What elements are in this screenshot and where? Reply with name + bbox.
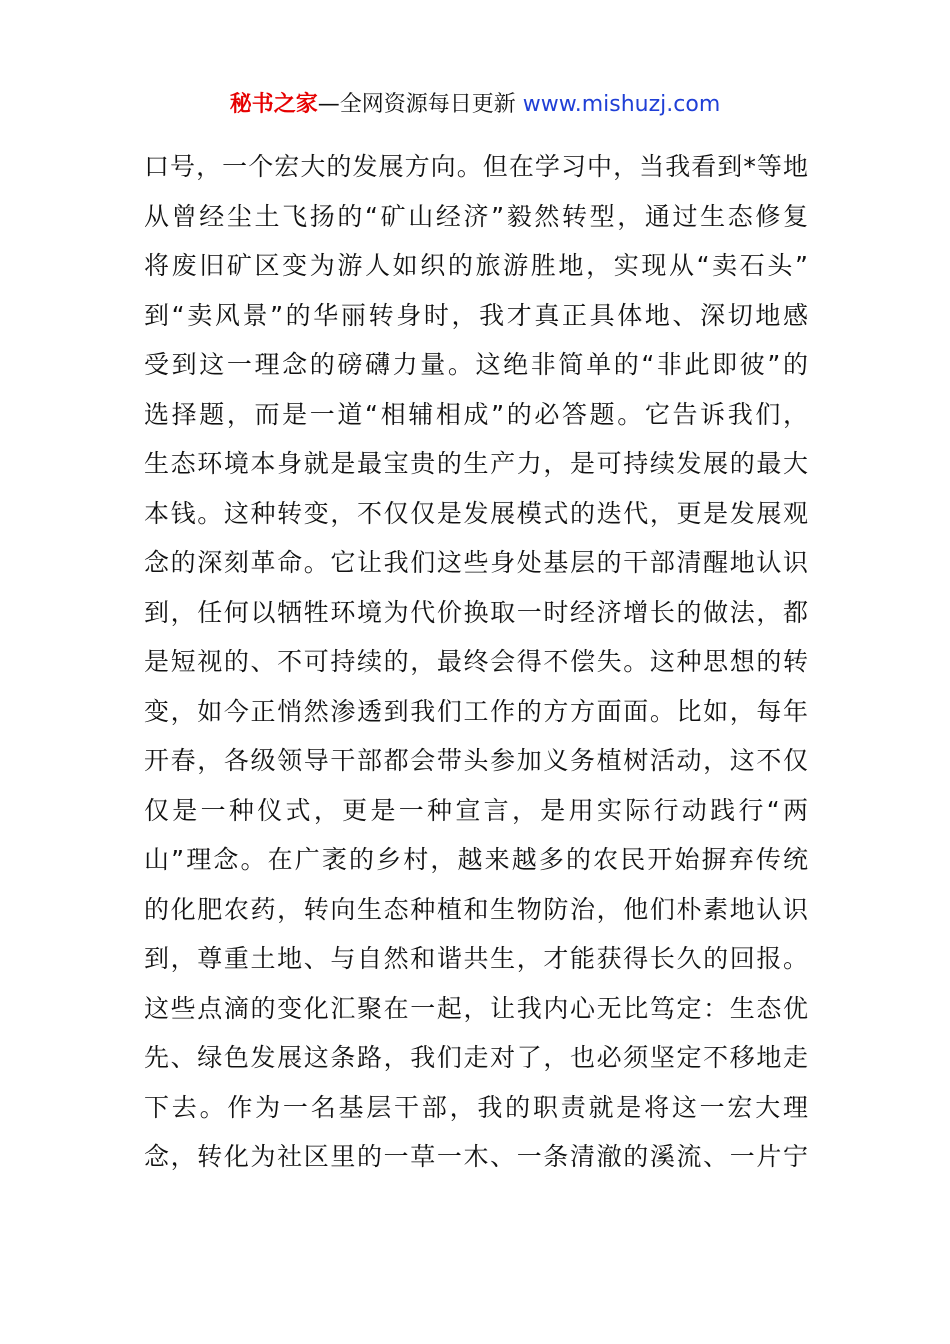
text-line: 的化肥农药，转向生态种植和生物防治，他们朴素地认识 [144, 894, 808, 924]
text-line: 口号，一个宏大的发展方向。但在学习中，当我看到*等地 [144, 152, 808, 181]
text-line: 念，转化为社区里的一草一木、一条清澈的溪流、一片宁 [144, 1142, 808, 1171]
text-line: 到，尊重土地、与自然和谐共生，才能获得长久的回报。 [144, 944, 808, 973]
text-line: 下去。作为一名基层干部，我的职责就是将这一宏大理 [144, 1092, 808, 1122]
site-url-link[interactable]: www.mishuzj.com [522, 92, 721, 117]
text-line: 仅是一种仪式，更是一种宣言，是用实际行动践行“两 [144, 795, 808, 825]
header-slogan: —全网资源每日更新 [317, 92, 523, 117]
text-line: 是短视的、不可持续的，最终会得不偿失。这种思想的转 [144, 647, 808, 676]
document-body [144, 142, 808, 1182]
text-line: 先、绿色发展这条路，我们走对了，也必须坚定不移地走 [144, 1043, 808, 1072]
text-line: 生态环境本身就是最宝贵的生产力，是可持续发展的最大 [144, 449, 808, 478]
text-line: 山”理念。在广袤的乡村，越来越多的农民开始摒弃传统 [144, 845, 808, 874]
text-line: 选择题，而是一道“相辅相成”的必答题。它告诉我们， [144, 399, 808, 429]
text-line: 变，如今正悄然渗透到我们工作的方方面面。比如，每年 [144, 696, 808, 726]
text-line: 到“卖风景”的华丽转身时，我才真正具体地、深切地感 [144, 300, 808, 330]
text-line: 念的深刻革命。它让我们这些身处基层的干部清醒地认识 [144, 548, 808, 577]
text-line: 开春，各级领导干部都会带头参加义务植树活动，这不仅 [144, 746, 808, 775]
text-line: 受到这一理念的磅礴力量。这绝非简单的“非此即彼”的 [144, 350, 808, 379]
text-line: 到，任何以牺牲环境为代价换取一时经济增长的做法，都 [144, 597, 808, 627]
text-line: 这些点滴的变化汇聚在一起，让我内心无比笃定：生态优 [144, 993, 808, 1023]
text-line: 将废旧矿区变为游人如织的旅游胜地，实现从“卖石头” [144, 251, 808, 280]
text-line: 从曾经尘土飞扬的“矿山经济”毅然转型，通过生态修复 [144, 201, 808, 231]
text-line: 本钱。这种转变，不仅仅是发展模式的迭代，更是发展观 [144, 498, 808, 528]
page-header [0, 88, 950, 122]
brand-name: 秘书之家 [229, 92, 318, 117]
